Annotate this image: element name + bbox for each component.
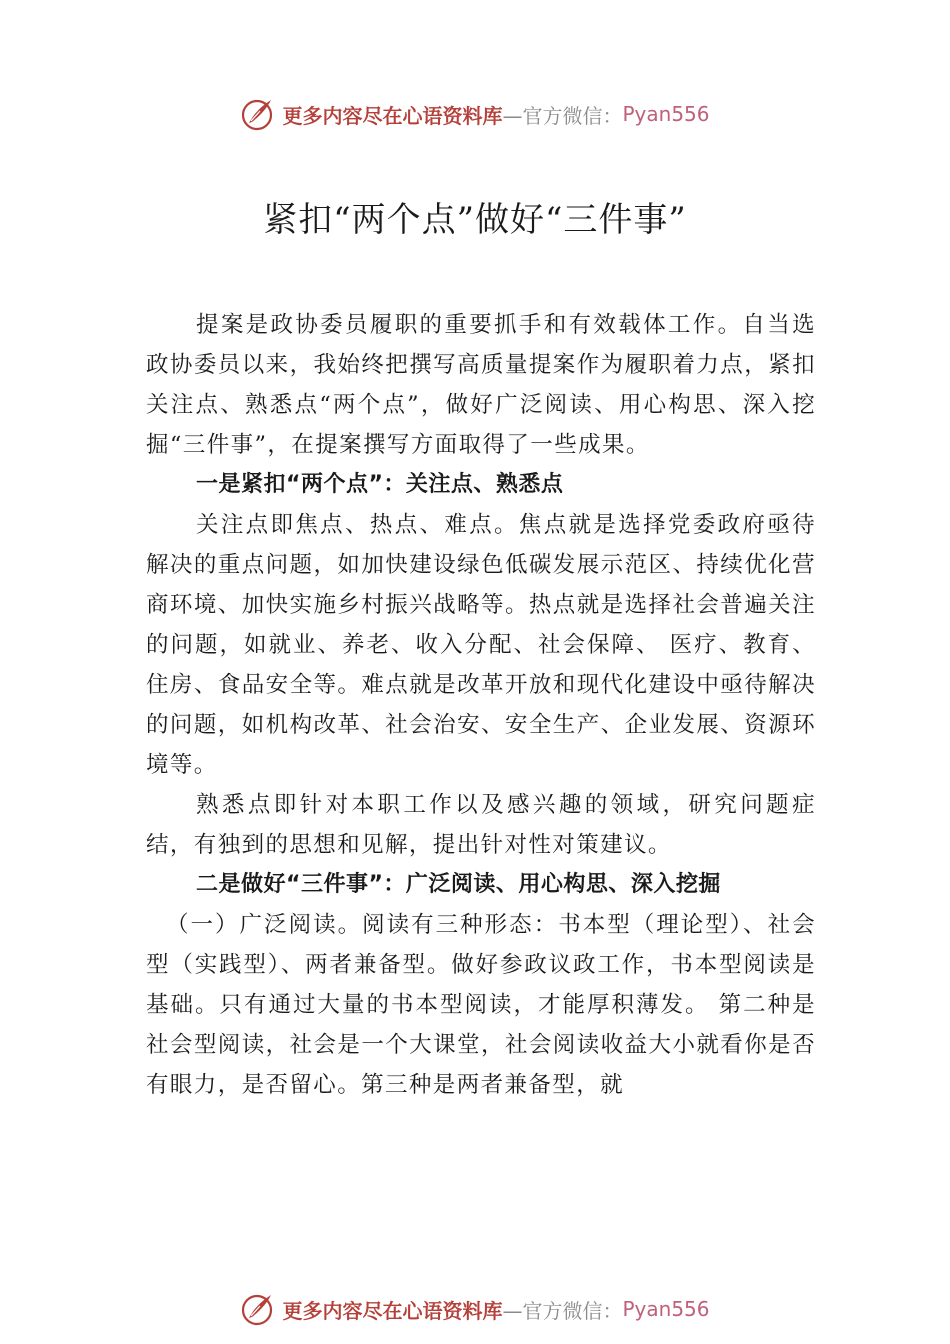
quill-logo-icon xyxy=(240,1291,276,1327)
watermark-wechat-id: Pyan556 xyxy=(622,102,710,126)
section-heading-2: 二是做好“三件事”：广泛阅读、用心构思、深入挖掘 xyxy=(196,872,721,897)
watermark-wechat-id: Pyan556 xyxy=(622,1297,710,1321)
watermark-separator-text: —官方微信： xyxy=(502,1298,623,1323)
section-heading-1: 一是紧扣“两个点”：关注点、熟悉点 xyxy=(196,472,564,497)
intro-paragraph: 提案是政协委员履职的重要抓手和有效载体工作。自当选政协委员以来，我始终把撰写高质量提案作为履职着力点，紧扣关注点、熟悉点“两个点”，做好广泛阅读、用心构思、深入挖掘“三件事”，在提案撰写方面取得了一些成果。 xyxy=(146,312,816,458)
reading-paragraph: （一）广泛阅读。阅读有三种形态：书本型（理论型）、社会型（实践型）、两者兼备型。做好参政议政工作，书本型阅读是基础。只有通过大量的书本型阅读，才能厚积薄发。 第二种是社会型阅读，社会是一个大课堂，社会阅读收益大小就看你是否有眼力，是否留心。第三种是两者兼备型，就 xyxy=(146,912,816,1098)
focus-points-paragraph: 关注点即焦点、热点、难点。焦点就是选择党委政府亟待解决的重点问题，如加快建设绿色低碳发展示范区、持续优化营商环境、加快实施乡村振兴战略等。热点就是选择社会普遍关注的问题，如就业、养老、收入分配、社会保障、 医疗、教育、住房、食品安全等。难点就是改革开放和现代化建设中亟待解决的问题，如机构改革、社会治安、安全生产、企业发展、资源环境等。 xyxy=(146,512,816,778)
document-body xyxy=(146,305,816,1105)
watermark-site-text: 更多内容尽在心语资料库 xyxy=(282,103,503,128)
watermark-site-text: 更多内容尽在心语资料库 xyxy=(282,1298,503,1323)
watermark-separator-text: —官方微信： xyxy=(502,103,623,128)
familiar-points-paragraph: 熟悉点即针对本职工作以及感兴趣的领域，研究问题症结，有独到的思想和见解，提出针对性对策建议。 xyxy=(146,792,816,858)
watermark-header xyxy=(0,94,950,134)
quill-logo-icon xyxy=(240,96,276,132)
watermark-footer xyxy=(0,1289,950,1329)
document-title: 紧扣“两个点”做好“三件事” xyxy=(263,200,687,240)
